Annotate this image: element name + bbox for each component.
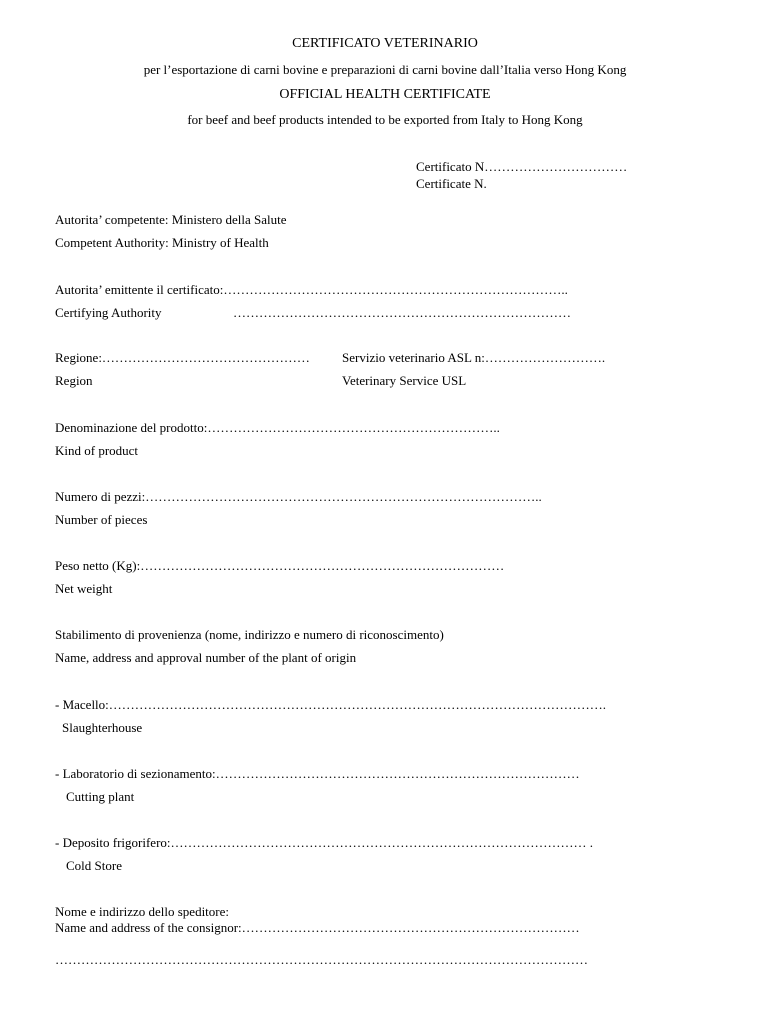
- pieces-it: Numero di pezzi:………………………………………………………………………………..: [55, 489, 542, 504]
- certifying-authority-it: Autorita’ emittente il certificato:……………………………………………………………………..: [55, 282, 568, 297]
- slaughterhouse-it: - Macello:…………………………………………………………………………………………………….: [55, 697, 607, 712]
- cutting-plant-en: Cutting plant: [66, 789, 135, 804]
- cold-store-en: Cold Store: [66, 858, 122, 873]
- cutting-plant-it: - Laboratorio di sezionamento:…………………………………………………………………………: [55, 766, 580, 781]
- consignor-extra-line: ……………………………………………………………………………………………………………: [55, 952, 588, 967]
- competent-authority-it: Autorita’ competente: Ministero della Salute: [55, 212, 287, 227]
- plant-origin-en: Name, address and approval number of the plant of origin: [55, 650, 357, 665]
- certificate-number-en: Certificate N.: [416, 176, 487, 191]
- subtitle-it: per l’esportazione di carni bovine e preparazioni di carni bovine dall’Italia verso Hong Kong: [143, 62, 627, 77]
- plant-origin-it: Stabilimento di provenienza (nome, indirizzo e numero di riconoscimento): [55, 627, 444, 642]
- weight-en: Net weight: [55, 581, 113, 596]
- competent-authority-en: Competent Authority: Ministry of Health: [55, 235, 269, 250]
- slaughterhouse-en: Slaughterhouse: [62, 720, 143, 735]
- title-it: CERTIFICATO VETERINARIO: [292, 36, 478, 51]
- cold-store-it: - Deposito frigorifero:…………………………………………………………………………………… .: [55, 835, 594, 850]
- product-en: Kind of product: [55, 443, 139, 458]
- region-en: Region: [55, 373, 93, 388]
- pieces-en: Number of pieces: [55, 512, 148, 527]
- title-en: OFFICIAL HEALTH CERTIFICATE: [279, 87, 491, 102]
- certificate-number-it: Certificato N……………………………: [416, 159, 628, 174]
- vet-service-en: Veterinary Service USL: [342, 373, 467, 388]
- certifying-authority-en-label: Certifying Authority: [55, 305, 162, 320]
- region-it: Regione:…………………………………………: [55, 350, 310, 365]
- subtitle-en: for beef and beef products intended to be exported from Italy to Hong Kong: [187, 112, 583, 127]
- product-it: Denominazione del prodotto:…………………………………………………………..: [55, 420, 500, 435]
- weight-it: Peso netto (Kg):…………………………………………………………………………: [55, 558, 505, 573]
- vet-service-it: Servizio veterinario ASL n:……………………….: [342, 350, 606, 365]
- consignor-en: Name and address of the consignor:……………………………………………………………………: [55, 920, 580, 935]
- certifying-authority-en-dots: ……………………………………………………………………: [233, 305, 571, 320]
- consignor-it: Nome e indirizzo dello speditore:: [55, 904, 230, 919]
